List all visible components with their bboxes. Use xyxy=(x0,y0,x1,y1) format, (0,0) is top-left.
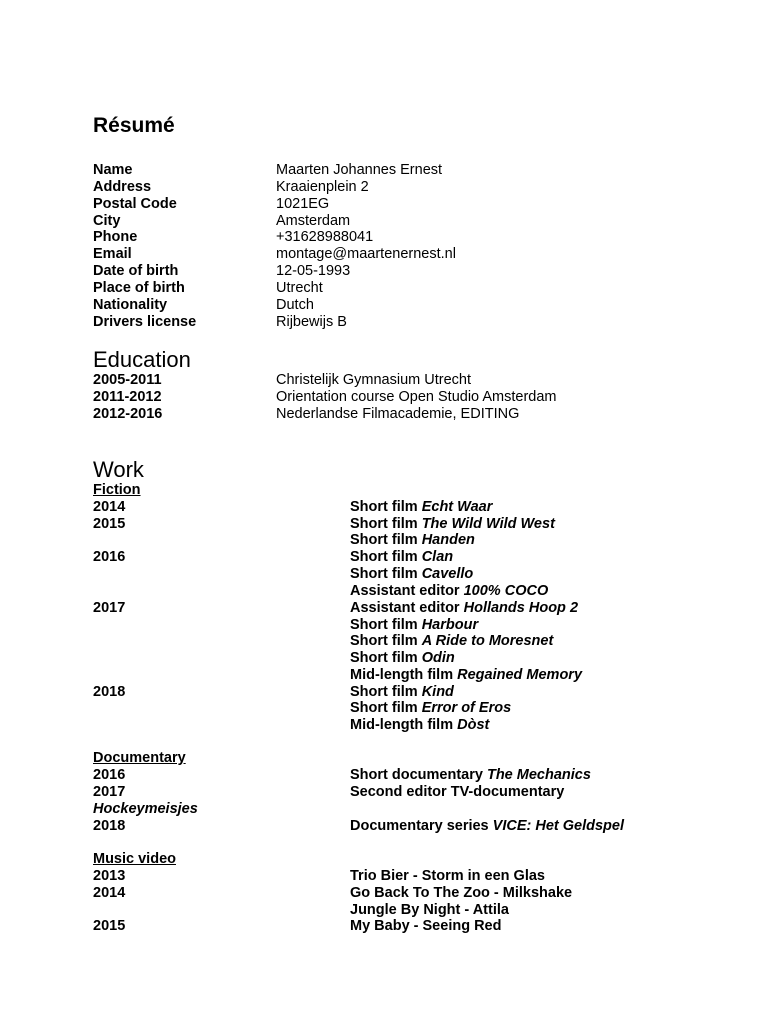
drivers-license-value: Rijbewijs B xyxy=(276,314,347,330)
nationality-label: Nationality xyxy=(93,297,168,313)
education-school: Christelijk Gymnasium Utrecht xyxy=(276,372,471,388)
work-year: 2014 xyxy=(93,499,126,515)
name-label: Name xyxy=(93,162,133,178)
address-value: Kraaienplein 2 xyxy=(276,179,369,195)
work-entry: Short film Clan xyxy=(350,549,454,565)
work-entry: Trio Bier - Storm in een Glas xyxy=(350,868,545,884)
work-heading: Work xyxy=(93,457,144,482)
work-year: 2016 xyxy=(93,549,126,565)
postal-code-label: Postal Code xyxy=(93,196,177,212)
work-entry: Short film Kind xyxy=(350,684,454,700)
address-label: Address xyxy=(93,179,152,195)
work-entry: Short film The Wild Wild West xyxy=(350,516,555,532)
work-entry: Jungle By Night - Attila xyxy=(350,902,509,918)
work-entry: Second editor TV-documentary xyxy=(350,784,565,800)
city-value: Amsterdam xyxy=(276,213,351,229)
work-entry-continued-title: Hockeymeisjes xyxy=(93,801,198,817)
work-year: 2017 xyxy=(93,784,126,800)
documentary-subheading: Documentary xyxy=(93,750,186,766)
work-year: 2018 xyxy=(93,818,126,834)
drivers-license-label: Drivers license xyxy=(93,314,197,330)
place-of-birth-value: Utrecht xyxy=(276,280,323,296)
name-value: Maarten Johannes Ernest xyxy=(276,162,443,178)
education-heading: Education xyxy=(93,347,191,372)
work-year: 2017 xyxy=(93,600,126,616)
work-year: 2016 xyxy=(93,767,126,783)
work-entry: Assistant editor Hollands Hoop 2 xyxy=(350,600,579,616)
city-label: City xyxy=(93,213,121,229)
work-entry: Short film Echt Waar xyxy=(350,499,493,515)
work-year: 2014 xyxy=(93,885,126,901)
work-entry: My Baby - Seeing Red xyxy=(350,918,502,934)
fiction-subheading: Fiction xyxy=(93,482,141,498)
work-year: 2015 xyxy=(93,516,126,532)
education-years: 2012-2016 xyxy=(93,406,163,422)
work-entry: Short film Harbour xyxy=(350,617,479,633)
work-entry: Documentary series VICE: Het Geldspel xyxy=(350,818,624,834)
work-entry: Assistant editor 100% COCO xyxy=(350,583,549,599)
email-label: Email xyxy=(93,246,132,262)
postal-code-value: 1021EG xyxy=(276,196,330,212)
education-years: 2011-2012 xyxy=(93,389,162,405)
place-of-birth-label: Place of birth xyxy=(93,280,185,296)
education-school: Nederlandse Filmacademie, EDITING xyxy=(276,406,520,422)
work-entry: Go Back To The Zoo - Milkshake xyxy=(350,885,573,901)
phone-value: +31628988041 xyxy=(276,229,374,245)
nationality-value: Dutch xyxy=(276,297,314,313)
work-entry: Short documentary The Mechanics xyxy=(350,767,591,783)
music-video-subheading: Music video xyxy=(93,851,176,867)
education-years: 2005-2011 xyxy=(93,372,162,388)
page-title: Résumé xyxy=(93,114,175,137)
work-entry: Mid-length film Regained Memory xyxy=(350,667,583,683)
education-school: Orientation course Open Studio Amsterdam xyxy=(276,389,557,405)
work-year: 2015 xyxy=(93,918,126,934)
work-entry: Short film Error of Eros xyxy=(350,700,512,716)
date-of-birth-value: 12-05-1993 xyxy=(276,263,351,279)
work-entry: Short film Handen xyxy=(350,532,475,548)
work-entry: Short film Cavello xyxy=(350,566,474,582)
email-value: montage@maartenernest.nl xyxy=(276,246,456,262)
work-entry: Short film Odin xyxy=(350,650,455,666)
phone-label: Phone xyxy=(93,229,138,245)
work-entry: Short film A Ride to Moresnet xyxy=(350,633,554,649)
work-year: 2018 xyxy=(93,684,126,700)
work-entry: Mid-length film Dòst xyxy=(350,717,490,733)
work-year: 2013 xyxy=(93,868,126,884)
date-of-birth-label: Date of birth xyxy=(93,263,179,279)
